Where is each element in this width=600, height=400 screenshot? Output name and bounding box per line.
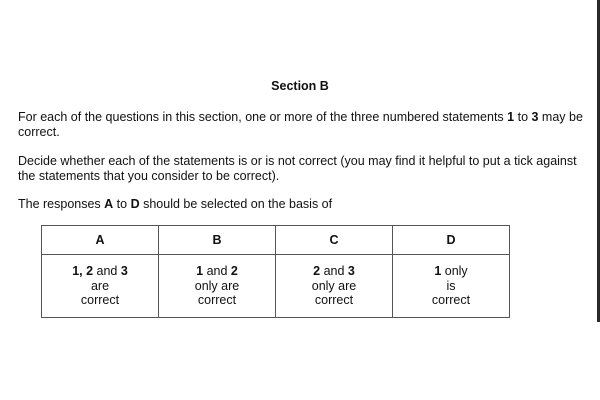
header-d: D — [393, 226, 510, 255]
p1-text-1: For each of the questions in this section, one or more of the three numbered statements — [18, 110, 508, 124]
cell-b-bold: 1 — [196, 264, 204, 279]
cell-a-rest: and — [93, 264, 121, 279]
cell-b — [159, 255, 276, 318]
cell-b-line-2: only are — [194, 278, 240, 293]
table-header-row — [42, 226, 510, 255]
instruction-paragraph-2: Decide whether each of the statements is or is not correct (you may find it helpful to put a tick against the statements that you consider to be correct). — [18, 154, 577, 183]
p1-text-3: may be correct. — [18, 110, 583, 139]
cell-b-bold-2: 2 — [230, 264, 238, 279]
p1-bold-1: 1 — [507, 110, 515, 124]
header-c: C — [276, 226, 393, 255]
cell-a-line-2: are — [90, 278, 110, 293]
cell-c-line-1 — [276, 264, 392, 279]
cell-a-bold: 1, 2 — [72, 264, 94, 279]
cell-c-line-2: only are — [311, 278, 357, 293]
table-row — [42, 255, 510, 318]
response-key-table — [41, 225, 510, 318]
cell-c-rest: and — [320, 264, 348, 279]
cell-d-bold: 1 — [434, 264, 442, 279]
cell-d — [393, 255, 510, 318]
cell-b-line-1 — [159, 264, 275, 279]
p3-text-3: should be selected on the basis of — [139, 197, 333, 211]
p1-bold-2: 3 — [531, 110, 539, 124]
cell-d-line-3: correct — [431, 293, 471, 308]
cell-c-line-3: correct — [314, 293, 354, 308]
header-b: B — [159, 226, 276, 255]
cell-d-rest: only — [441, 264, 468, 279]
cell-a — [42, 255, 159, 318]
cell-d-line-1 — [393, 264, 509, 279]
p3-bold-1: A — [104, 197, 114, 211]
cell-c-bold-2: 3 — [347, 264, 355, 279]
cell-a-line-3: correct — [80, 293, 120, 308]
cell-b-line-3: correct — [197, 293, 237, 308]
instruction-paragraph-1 — [18, 110, 583, 139]
cell-a-bold-2: 3 — [120, 264, 128, 279]
p3-text-2: to — [113, 197, 131, 211]
instruction-paragraph-3 — [18, 197, 583, 212]
cell-d-line-2: is — [446, 278, 456, 293]
cell-c — [276, 255, 393, 318]
cell-c-bold: 2 — [313, 264, 321, 279]
p1-text-2: to — [514, 110, 532, 124]
p3-bold-2: D — [130, 197, 140, 211]
header-a: A — [42, 226, 159, 255]
cell-b-rest: and — [203, 264, 231, 279]
p3-text-1: The responses — [18, 197, 105, 211]
cell-a-line-1 — [42, 264, 158, 279]
section-title: Section B — [271, 79, 329, 93]
